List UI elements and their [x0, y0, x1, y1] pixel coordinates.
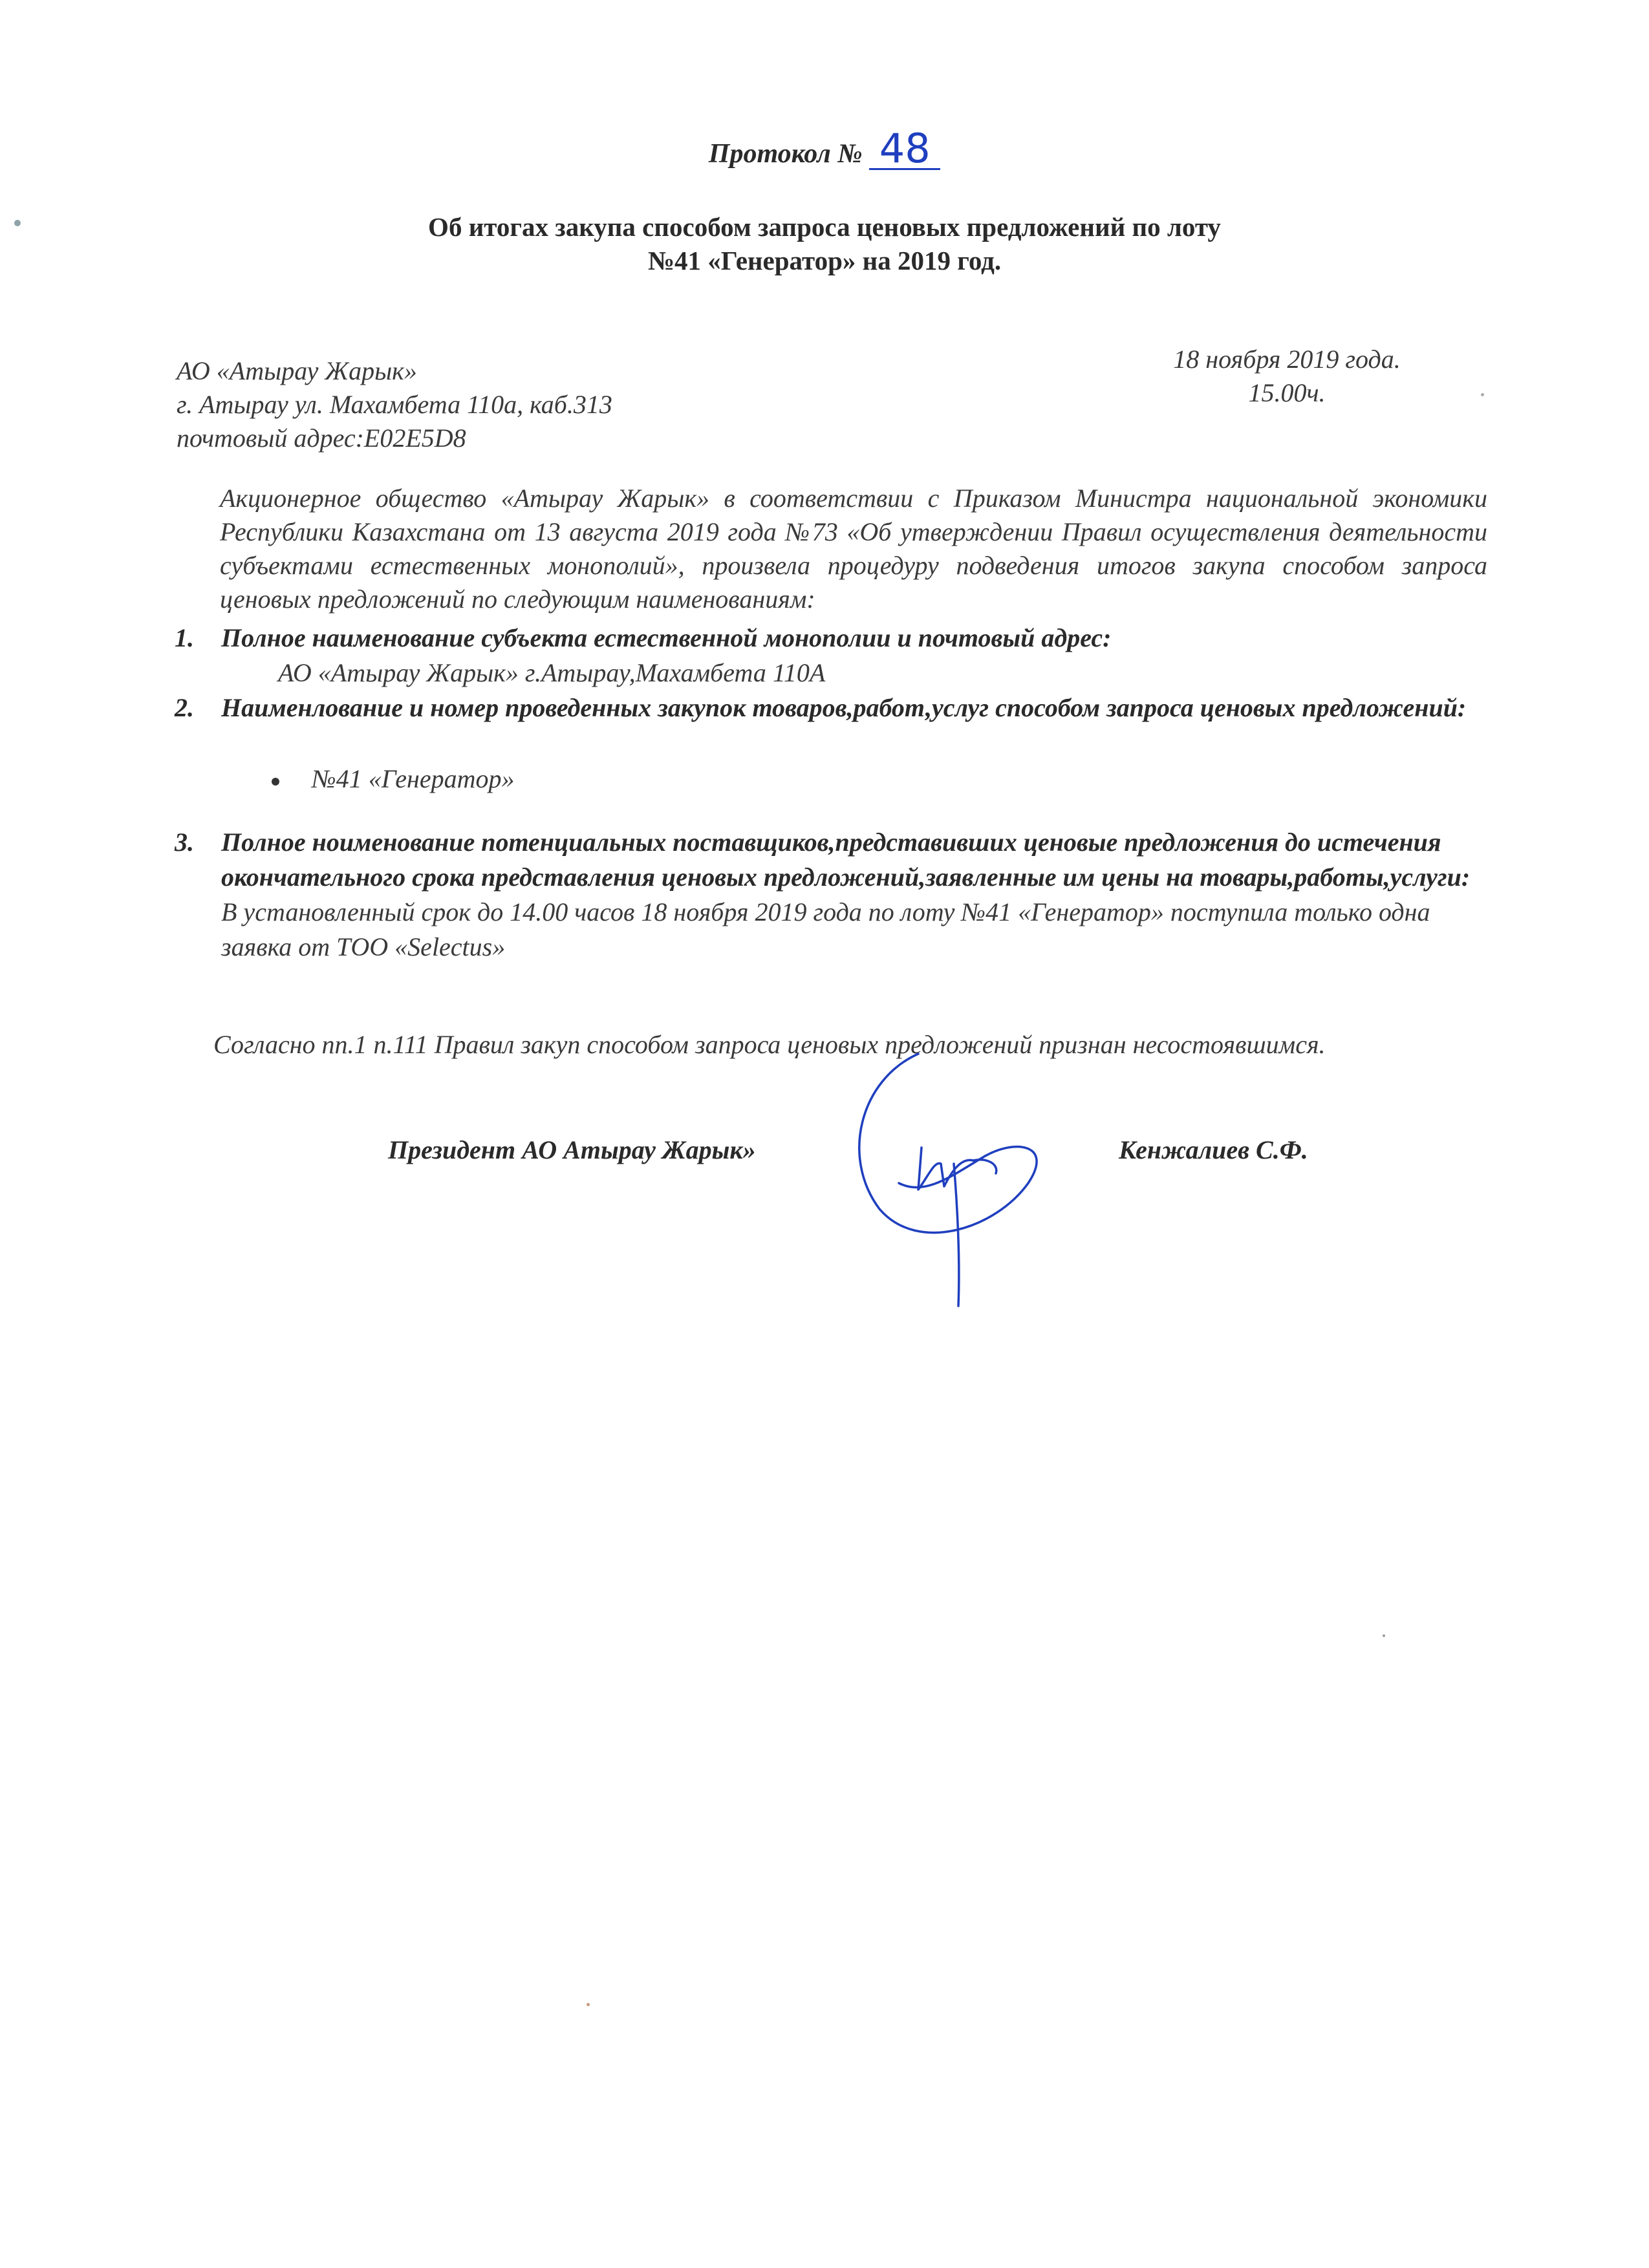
scan-speck: [587, 2003, 590, 2006]
date-line-2: 15.00ч.: [1248, 378, 1326, 407]
scan-speck: [1383, 1634, 1385, 1637]
list-item-2: [175, 690, 1507, 725]
bullet-item: [272, 762, 515, 797]
address-line-2: г. Атырау ул. Махамбета 110а, каб.313: [177, 390, 612, 419]
conclusion-text: Согласно пп.1 п.111 Правил закуп способом запроса ценовых предложений признан несостоявшимся.: [213, 1030, 1326, 1059]
scan-speck: [14, 220, 21, 226]
list-item-heading: Полное ноименование потенциальных поставщиков,представивших ценовые предложения до истечения окончательного срока представления ценовых предложений,заявленные им цены на товары,работы,услуги:: [221, 828, 1471, 892]
protocol-label: Протокол №: [708, 139, 863, 169]
handwritten-signature-icon: [821, 1034, 1067, 1332]
document-date: [1035, 343, 1539, 410]
list-item-body: В установленный срок до 14.00 часов 18 ноября 2019 года по лоту №41 «Генератор» поступила только одна заявка от ТОО «Selectus»: [221, 897, 1430, 961]
bullet-text: №41 «Генератор»: [312, 764, 515, 793]
list-item-3: [175, 825, 1507, 965]
intro-paragraph: Акционерное общество «Атырау Жарык» в соответствии с Приказом Министра национальной экономики Республики Казахстана от 13 августа 2019 года №73 «Об утверждении Правил осуществления деятельности субъектами естественных монополий», произвела процедуру подведения итогов закупа способом запроса ценовых предложений по следующим наименованиям:: [220, 484, 1487, 614]
signatory-name: Кенжалиев С.Ф.: [1119, 1135, 1308, 1164]
organization-address: [177, 354, 612, 455]
list-item-heading: Полное наименование субъекта естественной монополии и почтовый адрес:: [221, 623, 1112, 652]
address-line-3: почтовый адрес:Е02Е5D8: [177, 423, 466, 453]
subtitle-line-2: №41 «Генератор» на 2019 год.: [647, 246, 1002, 275]
list-item-body: АО «Атырау Жарык» г.Атырау,Махамбета 110А: [278, 658, 826, 687]
protocol-number: 48: [869, 129, 940, 170]
scan-speck: [1481, 393, 1484, 396]
signatory-position: Президент АО Атырау Жарык»: [388, 1135, 756, 1164]
date-line-1: 18 ноября 2019 года.: [1173, 345, 1401, 374]
list-item-number: 2.: [175, 693, 194, 722]
list-item-1: [175, 621, 1507, 690]
list-item-number: 3.: [175, 828, 194, 857]
list-item-number: 1.: [175, 623, 194, 652]
list-item-heading: Наименлование и номер проведенных закупок товаров,работ,услуг способом запроса ценовых предложений:: [221, 693, 1467, 722]
bullet-icon: [272, 778, 279, 786]
protocol-title: [0, 125, 1649, 172]
address-line-1: АО «Атырау Жарык»: [177, 356, 417, 385]
document-subtitle: [0, 210, 1649, 277]
subtitle-line-1: Об итогах закупа способом запроса ценовых предложений по лоту: [428, 212, 1221, 242]
